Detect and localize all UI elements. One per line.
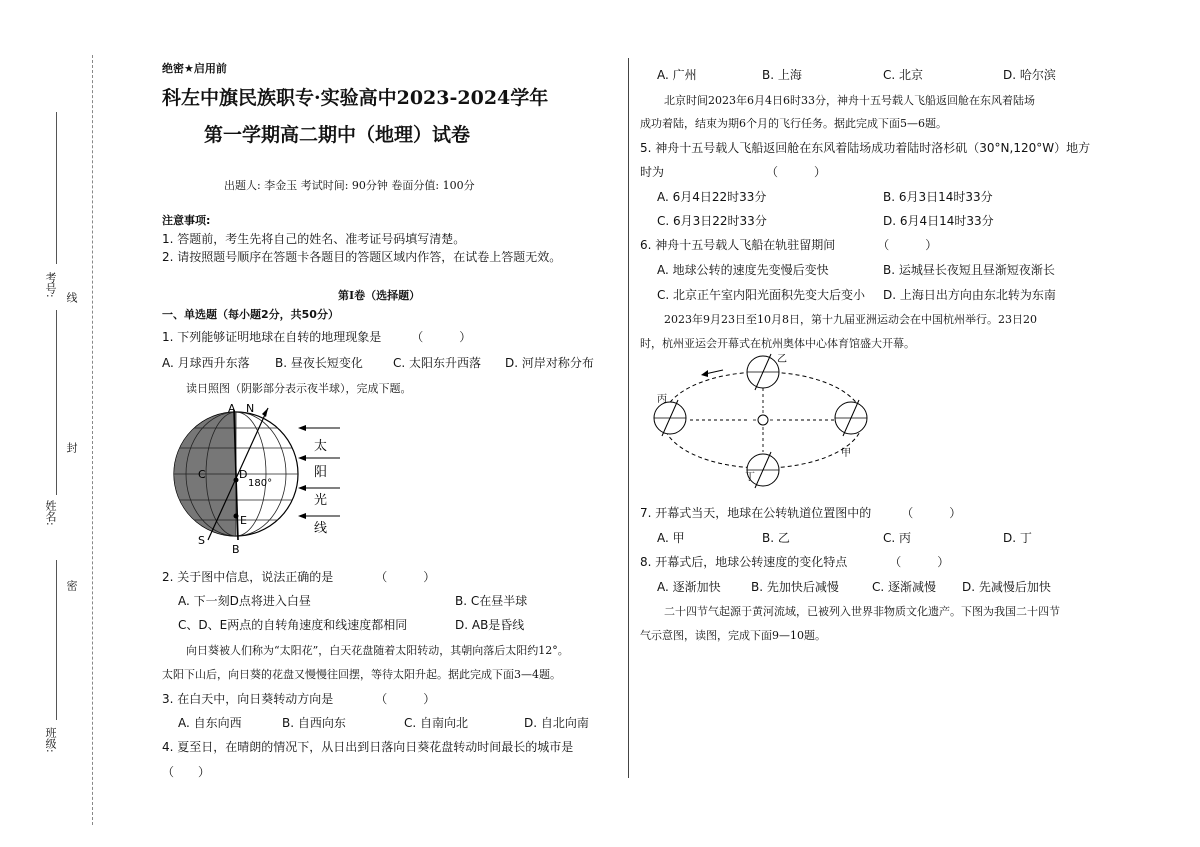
fig2-label-yi: 乙 xyxy=(777,354,787,365)
q6-option-b: B. 运城昼长夜短且昼渐短夜渐长 xyxy=(883,263,1055,277)
question-6: 6. 神舟十五号载人飞船在轨驻留期间 （ ） xyxy=(640,238,938,252)
q1-option-d: D. 河岸对称分布 xyxy=(505,356,594,370)
q1-option-a: A. 月球西升东落 xyxy=(162,356,250,370)
sun-icon xyxy=(753,410,773,430)
column-divider xyxy=(628,58,629,778)
passage4-line1: 2023年9月23日至10月8日，第十九届亚洲运动会在中国杭州举行。23日20 xyxy=(664,313,1037,326)
fig2-label-ding: 丁 xyxy=(745,472,755,483)
q7-option-d: D. 丁 xyxy=(1003,531,1032,545)
q1-option-b: B. 昼夜长短变化 xyxy=(275,356,363,370)
q2-option-c: C、D、E两点的自转角速度和线速度都相同 xyxy=(178,618,408,632)
q5-option-a: A. 6月4日22时33分 xyxy=(657,190,767,204)
sun-char-3: 光 xyxy=(314,493,328,508)
fig2-label-bing: 丙 xyxy=(657,394,667,405)
question-3: 3. 在白天中，向日葵转动方向是 （ ） xyxy=(162,692,436,706)
illumination-diagram xyxy=(168,398,358,558)
exam-title-line1: 科左中旗民族职专·实验高中2023-2024学年 xyxy=(162,87,549,109)
secret-mark: 绝密★启用前 xyxy=(162,62,227,75)
question-5-line1: 5. 神舟十五号载人飞船返回舱在东风着陆场成功着陆时洛杉矶（30°N,120°W）地方 xyxy=(640,141,1091,155)
notice-1: 1. 答题前，考生先将自己的姓名、准考证号码填写清楚。 xyxy=(162,232,466,246)
seal-char-mi: 密 xyxy=(65,580,78,591)
orbit-diagram xyxy=(645,348,885,496)
figure1-intro: 读日照图（阴影部分表示夜半球），完成下题。 xyxy=(186,382,412,395)
q1-option-c: C. 太阳东升西落 xyxy=(393,356,482,370)
passage2-line2: 太阳下山后，向日葵的花盘又慢慢往回摆，等待太阳升起。据此完成下面3—4题。 xyxy=(162,668,561,681)
notice-title: 注意事项: xyxy=(162,214,211,227)
q3-option-a: A. 自东向西 xyxy=(178,716,242,730)
seal-char-feng: 封 xyxy=(65,442,78,453)
fig2-label-jia: 甲 xyxy=(841,448,851,459)
binding-line xyxy=(92,55,93,825)
q5-option-b: B. 6月3日14时33分 xyxy=(883,190,993,204)
question-1: 1. 下列能够证明地球在自转的地理现象是 （ ） xyxy=(162,330,472,344)
q7-option-c: C. 丙 xyxy=(883,531,912,545)
sun-char-4: 线 xyxy=(314,521,328,536)
q4-option-c: C. 北京 xyxy=(883,68,924,82)
fig1-label-e: E xyxy=(240,514,247,527)
q6-option-c: C. 北京正午室内阳光面积先变大后变小 xyxy=(657,288,866,302)
notice-2: 2. 请按照题号顺序在答题卡各题目的答题区域内作答，在试卷上答题无效。 xyxy=(162,250,562,264)
fig1-label-c: C xyxy=(198,468,206,481)
name-field[interactable] xyxy=(56,310,57,495)
fig1-label-n: N xyxy=(246,402,255,415)
q8-option-d: D. 先减慢后加快 xyxy=(962,580,1051,594)
fig1-label-180: 180° xyxy=(248,478,273,489)
passage3-line2: 成功着陆，结束为期6个月的飞行任务。据此完成下面5—6题。 xyxy=(640,117,947,130)
q3-option-b: B. 自西向东 xyxy=(282,716,346,730)
question-8: 8. 开幕式后，地球公转速度的变化特点 （ ） xyxy=(640,555,950,569)
q2-option-d: D. AB是昏线 xyxy=(455,618,525,632)
passage5-line2: 气示意图，读图，完成下面9—10题。 xyxy=(640,629,826,642)
q4-option-d: D. 哈尔滨 xyxy=(1003,68,1056,82)
q5-option-c: C. 6月3日22时33分 xyxy=(657,214,767,228)
q4-option-b: B. 上海 xyxy=(762,68,802,82)
q8-option-a: A. 逐渐加快 xyxy=(657,580,721,594)
part1-title: 第I卷（选择题） xyxy=(338,289,421,302)
sun-char-2: 阳 xyxy=(314,465,328,480)
question-4: 4. 夏至日，在晴朗的情况下，从日出到日落向日葵花盘转动时间最长的城市是 xyxy=(162,740,574,754)
passage2-line1: 向日葵被人们称为“太阳花”，白天花盘随着太阳转动，其朝向落后太阳约12°。 xyxy=(186,644,569,657)
q7-option-a: A. 甲 xyxy=(657,531,685,545)
q2-option-a: A. 下一刻D点将进入白昼 xyxy=(178,594,311,608)
question-7: 7. 开幕式当天，地球在公转轨道位置图中的 （ ） xyxy=(640,506,962,520)
question-5-line2: 时为 （ ） xyxy=(640,165,827,179)
q7-option-b: B. 乙 xyxy=(762,531,790,545)
q8-option-b: B. 先加快后减慢 xyxy=(751,580,839,594)
class-field[interactable] xyxy=(56,560,57,720)
seal-char-xian: 线 xyxy=(65,292,78,303)
exam-title-line2: 第一学期高二期中（地理）试卷 xyxy=(204,124,471,146)
q6-option-a: A. 地球公转的速度先变慢后变快 xyxy=(657,263,829,277)
class-label: 班级: xyxy=(44,727,57,753)
q6-option-d: D. 上海日出方向由东北转为东南 xyxy=(883,288,1056,302)
exam-no-field[interactable] xyxy=(56,112,57,264)
question-2: 2. 关于图中信息，说法正确的是 （ ） xyxy=(162,570,436,584)
passage4-line2: 时，杭州亚运会开幕式在杭州奥体中心体育馆盛大开幕。 xyxy=(640,337,915,350)
exam-info: 出题人: 李金玉 考试时间: 90分钟 卷面分值: 100分 xyxy=(224,179,475,192)
q2-option-b: B. C在昼半球 xyxy=(455,594,528,608)
q8-option-c: C. 逐渐减慢 xyxy=(872,580,937,594)
passage3-line1: 北京时间2023年6月4日6时33分，神舟十五号载人飞船返回舱在东风着陆场 xyxy=(664,94,1035,107)
fig1-label-b: B xyxy=(232,543,240,556)
q5-option-d: D. 6月4日14时33分 xyxy=(883,214,994,228)
q4-option-a: A. 广州 xyxy=(657,68,697,82)
earth-position-jia xyxy=(835,400,867,436)
passage5-line1: 二十四节气起源于黄河流域，已被列入世界非物质文化遗产。下图为我国二十四节 xyxy=(664,605,1060,618)
section1-title: 一、单选题（每小题2分，共50分） xyxy=(162,308,339,321)
earth-position-yi xyxy=(747,354,779,390)
q3-option-c: C. 自南向北 xyxy=(404,716,469,730)
q3-option-d: D. 自北向南 xyxy=(524,716,589,730)
earth-position-bing xyxy=(654,400,686,436)
fig1-label-d: D xyxy=(239,468,248,481)
fig1-label-a: A xyxy=(228,402,236,415)
sun-char-1: 太 xyxy=(314,439,328,454)
name-label: 姓名: xyxy=(44,500,57,526)
q4-paren: （ ） xyxy=(162,765,211,779)
fig1-label-s: S xyxy=(198,534,205,547)
exam-no-label: 考号: xyxy=(44,272,57,298)
